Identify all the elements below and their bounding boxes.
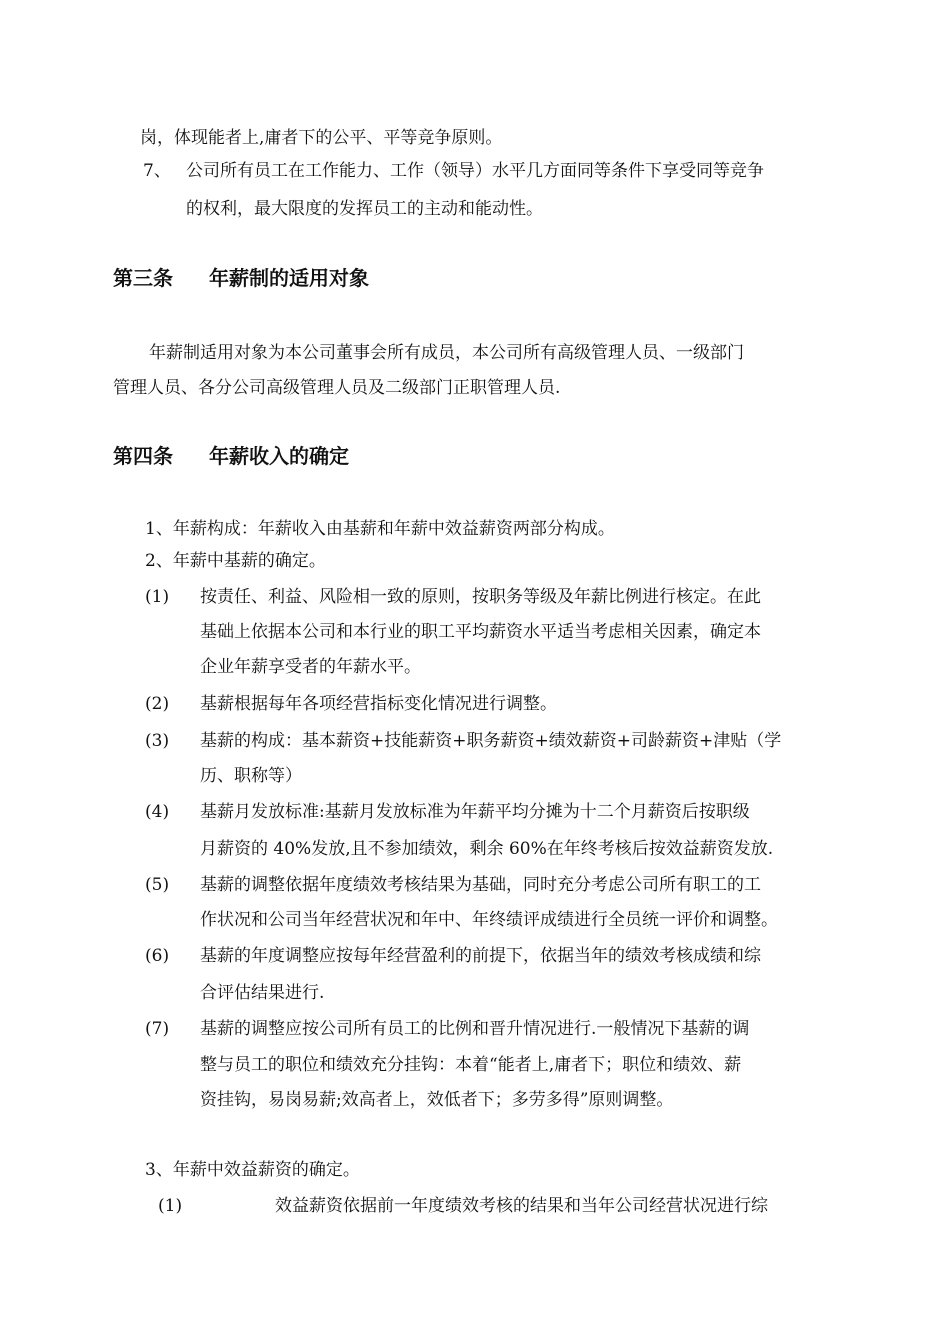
subitem-6-line-2: 合评估结果进行. xyxy=(200,983,325,1003)
subitem-3-line-1: 基薪的构成：基本薪资+技能薪资+职务薪资+绩效薪资+司龄薪资+津贴（学 xyxy=(200,731,782,751)
item-7-line-1: 公司所有员工在工作能力、工作（领导）水平几方面同等条件下享受同等竞争 xyxy=(186,161,764,181)
section-3-number: 第三条 xyxy=(113,266,173,290)
subitem-4-line-2: 月薪资的 40%发放,且不参加绩效，剩余 60%在年终考核后按效益薪资发放. xyxy=(200,839,774,859)
item-7-line-2: 的权利，最大限度的发挥员工的主动和能动性。 xyxy=(186,199,543,219)
subitem-5-line-1: 基薪的调整依据年度绩效考核结果为基础，同时充分考虑公司所有职工的工 xyxy=(200,875,761,895)
section-4-title: 年薪收入的确定 xyxy=(209,444,349,468)
subitem-2-marker: (2) xyxy=(145,694,170,714)
section-4-item-1: 1、年薪构成：年薪收入由基薪和年薪中效益薪资两部分构成。 xyxy=(145,519,615,539)
subitem-1-line-1: 按责任、利益、风险相一致的原则，按职务等级及年薪比例进行核定。在此 xyxy=(200,587,761,607)
section-4-item-2: 2、年薪中基薪的确定。 xyxy=(145,551,326,571)
subitem-4-line-1: 基薪月发放标准:基薪月发放标准为年薪平均分摊为十二个月薪资后按职级 xyxy=(200,802,750,822)
subitem-5-marker: (5) xyxy=(145,875,170,895)
continuation-line: 岗，体现能者上,庸者下的公平、平等竞争原则。 xyxy=(140,128,503,148)
subitem-4-marker: (4) xyxy=(145,802,170,822)
section-3-para-line-2: 管理人员、各分公司高级管理人员及二级部门正职管理人员. xyxy=(113,378,561,398)
subitem-6-marker: (6) xyxy=(145,946,170,966)
subitem-7-line-1: 基薪的调整应按公司所有员工的比例和晋升情况进行.一般情况下基薪的调 xyxy=(200,1019,750,1039)
section-4-item-3: 3、年薪中效益薪资的确定。 xyxy=(145,1160,360,1180)
subitem-7-line-3: 资挂钩，易岗易薪;效高者上，效低者下；多劳多得”原则调整。 xyxy=(200,1090,674,1110)
section-3-title: 年薪制的适用对象 xyxy=(209,266,369,290)
section-4-heading xyxy=(113,442,349,470)
subitem-1-line-3: 企业年薪享受者的年薪水平。 xyxy=(200,657,421,677)
subitem-1-line-2: 基础上依据本公司和本行业的职工平均薪资水平适当考虑相关因素，确定本 xyxy=(200,622,761,642)
subitem-1-marker: (1) xyxy=(145,587,170,607)
subitem-6-line-1: 基薪的年度调整应按每年经营盈利的前提下，依据当年的绩效考核成绩和综 xyxy=(200,946,761,966)
subitem-2-line-1: 基薪根据每年各项经营指标变化情况进行调整。 xyxy=(200,694,557,714)
subitem-3-line-2: 历、职称等） xyxy=(200,766,302,786)
section-4-number: 第四条 xyxy=(113,444,173,468)
section-3-para-line-1: 年薪制适用对象为本公司董事会所有成员，本公司所有高级管理人员、一级部门 xyxy=(149,343,744,363)
item-3-subitem-1-marker: (1) xyxy=(158,1196,183,1216)
section-3-heading xyxy=(113,264,369,292)
subitem-3-marker: (3) xyxy=(145,731,170,751)
subitem-7-line-2: 整与员工的职位和绩效充分挂钩：本着“能者上,庸者下；职位和绩效、薪 xyxy=(200,1055,742,1075)
item-3-subitem-1-line: 效益薪资依据前一年度绩效考核的结果和当年公司经营状况进行综 xyxy=(275,1196,768,1216)
item-7-marker: 7、 xyxy=(143,161,171,181)
subitem-7-marker: (7) xyxy=(145,1019,170,1039)
subitem-5-line-2: 作状况和公司当年经营状况和年中、年终绩评成绩进行全员统一评价和调整。 xyxy=(200,910,778,930)
